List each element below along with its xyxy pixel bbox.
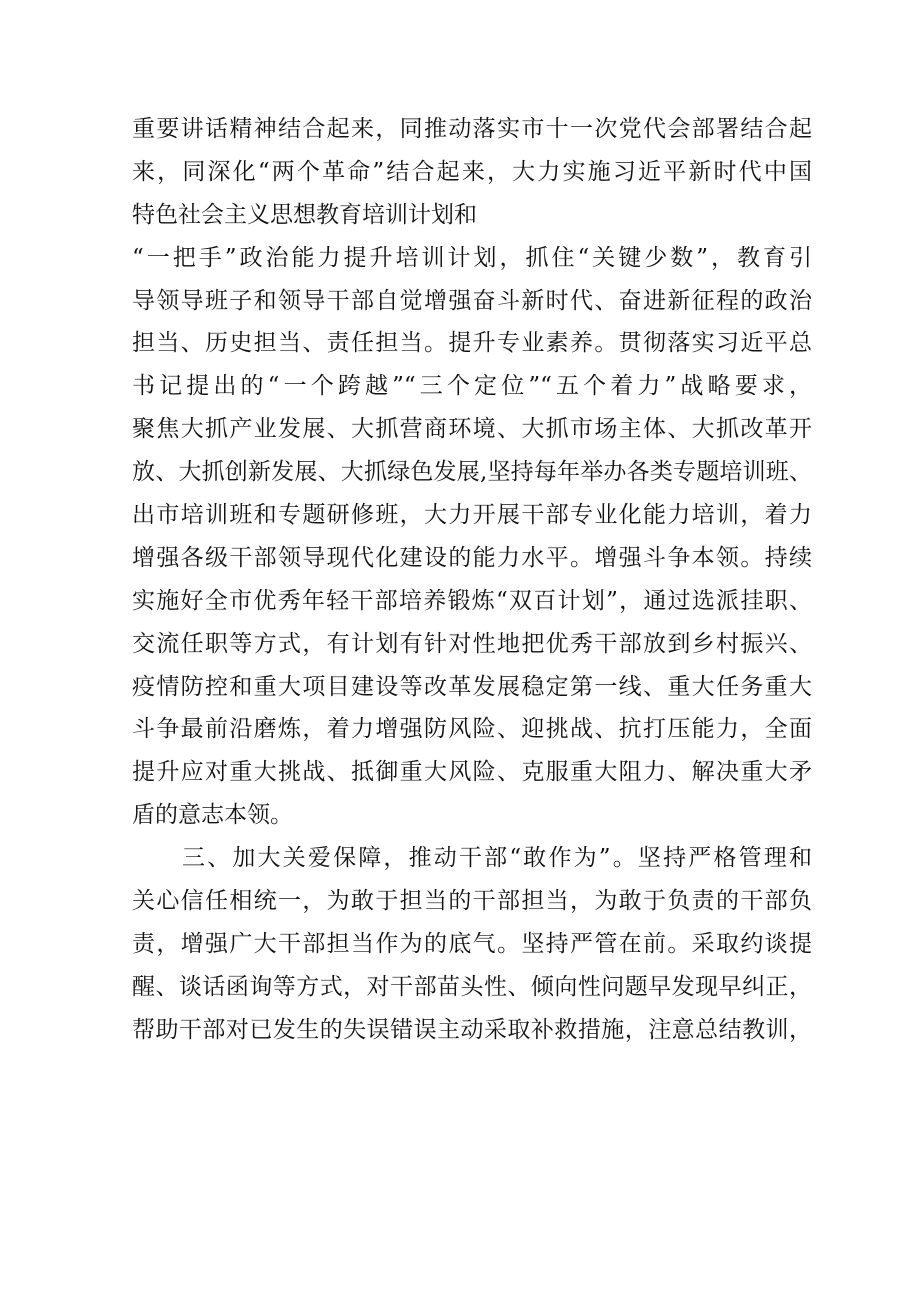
- text-line: 三、加大关爱保障，推动干部“敢作为”。坚持严格管理和: [182, 845, 812, 872]
- text-line: 醒、谈话函询等方式，对干部苗头性、倾向性问题早发现早纠正，: [132, 973, 812, 1000]
- text-line: 来，同深化“两个革命”结合起来，大力实施习近平新时代中国: [132, 158, 812, 185]
- text-line: “一把手”政治能力提升培训计划，抓住“关键少数”，教育引: [132, 244, 812, 271]
- text-line: 出市培训班和专题研修班，大力开展干部专业化能力培训，着力: [132, 502, 812, 529]
- text-line: 提升应对重大挑战、抵御重大风险、克服重大阻力、解决重大矛: [132, 759, 812, 786]
- text-line: 书记提出的“一个跨越”“三个定位”“五个着力”战略要求，: [132, 373, 812, 400]
- text-line: 重要讲话精神结合起来，同推动落实市十一次党代会部署结合起: [132, 116, 812, 142]
- text-line: 实施好全市优秀年轻干部培养锻炼“双百计划”，通过选派挂职、: [132, 587, 812, 614]
- text-line: 交流任职等方式，有计划有针对性地把优秀干部放到乡村振兴、: [132, 630, 812, 657]
- text-line: 担当、历史担当、责任担当。提升专业素养。贯彻落实习近平总: [132, 330, 812, 357]
- text-line: 特色社会主义思想教育培训计划和: [132, 201, 477, 228]
- text-line: 放、大抓创新发展、大抓绿色发展,坚持每年举办各类专题培训班、: [132, 459, 812, 486]
- text-line: 斗争最前沿磨炼，着力增强防风险、迎挑战、抗打压能力，全面: [132, 716, 812, 743]
- text-line: 关心信任相统一，为敢于担当的干部担当，为敢于负责的干部负: [132, 888, 812, 915]
- text-line: 增强各级干部领导现代化建设的能力水平。增强斗争本领。持续: [132, 544, 812, 571]
- text-line: 帮助干部对已发生的失误错误主动采取补救措施，注意总结教训，: [132, 1016, 812, 1043]
- text-line: 导领导班子和领导干部自觉增强奋斗新时代、奋进新征程的政治: [132, 287, 812, 314]
- text-line: 盾的意志本领。: [132, 802, 293, 829]
- text-line: 责，增强广大干部担当作为的底气。坚持严管在前。采取约谈提: [132, 930, 812, 957]
- text-line: 聚焦大抓产业发展、大抓营商环境、大抓市场主体、大抓改革开: [132, 416, 812, 443]
- document-body: [132, 108, 812, 1052]
- text-line: 疫情防控和重大项目建设等改革发展稳定第一线、重大任务重大: [132, 673, 812, 700]
